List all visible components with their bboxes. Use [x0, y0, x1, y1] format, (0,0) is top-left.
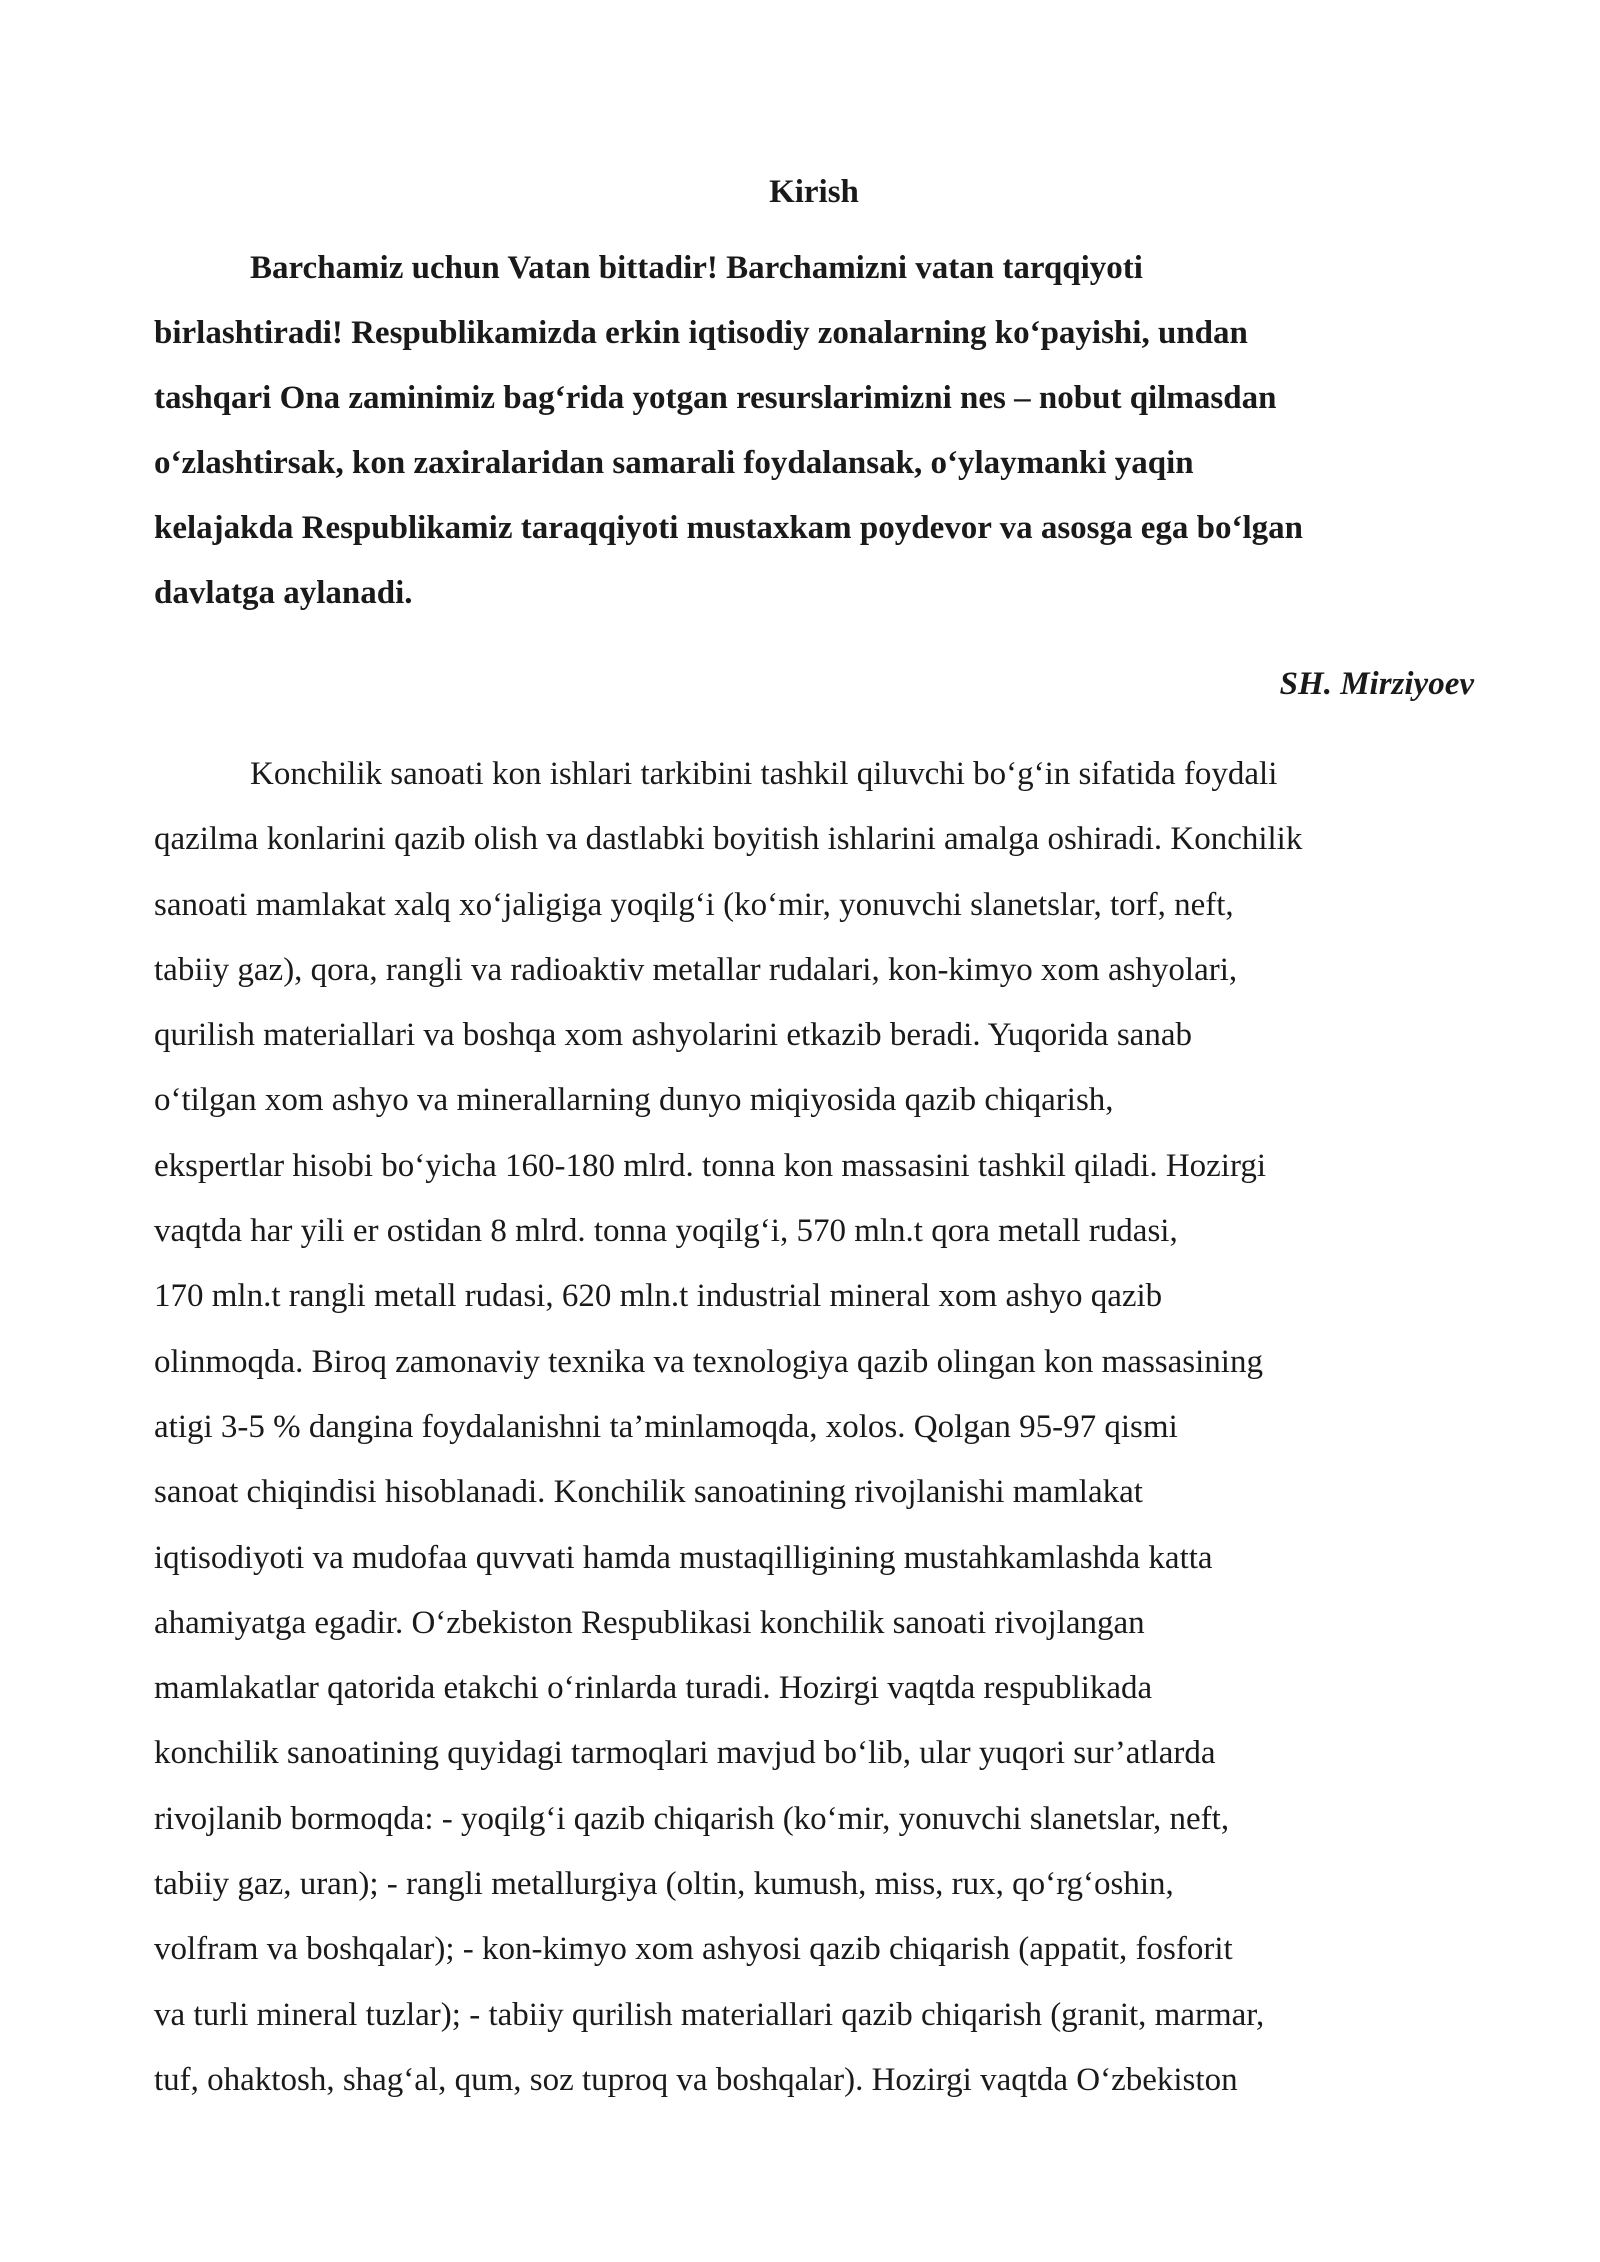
epigraph-quote [154, 236, 1474, 626]
body-paragraph [154, 742, 1474, 2113]
epigraph-line: kelajakda Respublikamiz taraqqiyoti mustaxkam poydevor va asosga ega bo‘lgan [154, 510, 1304, 546]
paragraph-line: atigi 3-5 % dangina foydalanishni ta’minlamoqda, xolos. Qolgan 95-97 qismi [154, 1408, 1178, 1445]
paragraph-line: volfram va boshqalar); - kon-kimyo xom ashyosi qazib chiqarish (appatit, fosforit [154, 1931, 1233, 1968]
epigraph-line: davlatga aylanadi. [154, 575, 413, 611]
paragraph-line: va turli mineral tuzlar); - tabiiy qurilish materiallari qazib chiqarish (granit, marmar, [154, 1996, 1265, 2033]
paragraph-line: mamlakatlar qatorida etakchi o‘rinlarda turadi. Hozirgi vaqtda respublikada [154, 1670, 1153, 1707]
paragraph-line: tuf, ohaktosh, shag‘al, qum, soz tuproq va boshqalar). Hozirgi vaqtda O‘zbekiston [154, 2061, 1238, 2098]
paragraph-line: sanoati mamlakat xalq xo‘jaligiga yoqilg‘i (ko‘mir, yonuvchi slanetslar, torf, neft, [154, 886, 1234, 923]
epigraph-line: Barchamiz uchun Vatan bittadir! Barchamizni vatan tarqqiyoti [250, 250, 1143, 286]
epigraph-line: birlashtiradi! Respublikamizda erkin iqtisodiy zonalarning ko‘payishi, undan [154, 315, 1248, 351]
paragraph-line: 170 mln.t rangli metall rudasi, 620 mln.t industrial mineral xom ashyo qazib [154, 1278, 1163, 1315]
paragraph-line: olinmoqda. Biroq zamonaviy texnika va texnologiya qazib olingan kon massasining [154, 1343, 1263, 1380]
paragraph-line: qurilish materiallari va boshqa xom ashyolarini etkazib beradi. Yuqorida sanab [154, 1017, 1192, 1054]
paragraph-line: qazilma konlarini qazib olish va dastlabki boyitish ishlarini amalga oshiradi. Konchilik [154, 821, 1303, 858]
paragraph-line: ahamiyatga egadir. O‘zbekiston Respublikasi konchilik sanoati rivojlangan [154, 1604, 1145, 1641]
paragraph-line: Konchilik sanoati kon ishlari tarkibini tashkil qiluvchi bo‘g‘in sifatida foydali [250, 756, 1278, 792]
paragraph-line: sanoat chiqindisi hisoblanadi. Konchilik sanoatining rivojlanishi mamlakat [154, 1474, 1143, 1511]
paragraph-line: tabiiy gaz, uran); - rangli metallurgiya (oltin, kumush, miss, rux, qo‘rg‘oshin, [154, 1866, 1174, 1903]
paragraph-line: ekspertlar hisobi bo‘yicha 160-180 mlrd. tonna kon massasini tashkil qiladi. Hozirgi [154, 1147, 1267, 1184]
epigraph-author: SH. Mirziyoev [1279, 666, 1474, 702]
paragraph-line: o‘tilgan xom ashyo va minerallarning dunyo miqiyosida qazib chiqarish, [154, 1082, 1114, 1119]
paragraph-line: iqtisodiyoti va mudofaa quvvati hamda mustaqilligining mustahkamlashda katta [154, 1539, 1213, 1576]
document-page [154, 160, 1474, 2113]
epigraph-line: tashqari Ona zaminimiz bag‘rida yotgan resurslarimizni nes – nobut qilmasdan [154, 380, 1277, 416]
paragraph-line: konchilik sanoatining quyidagi tarmoqlari mavjud bo‘lib, ular yuqori sur’atlarda [154, 1735, 1216, 1772]
paragraph-line: tabiiy gaz), qora, rangli va radioaktiv metallar rudalari, kon-kimyo xom ashyolari, [154, 951, 1238, 988]
paragraph-line: rivojlanib bormoqda: - yoqilg‘i qazib chiqarish (ko‘mir, yonuvchi slanetslar, neft, [154, 1800, 1230, 1837]
epigraph-line: o‘zlashtirsak, kon zaxiralaridan samarali foydalansak, o‘ylaymanki yaqin [154, 445, 1194, 481]
document-title: Kirish [769, 174, 859, 210]
paragraph-line: vaqtda har yili er ostidan 8 mlrd. tonna yoqilg‘i, 570 mln.t qora metall rudasi, [154, 1213, 1178, 1250]
